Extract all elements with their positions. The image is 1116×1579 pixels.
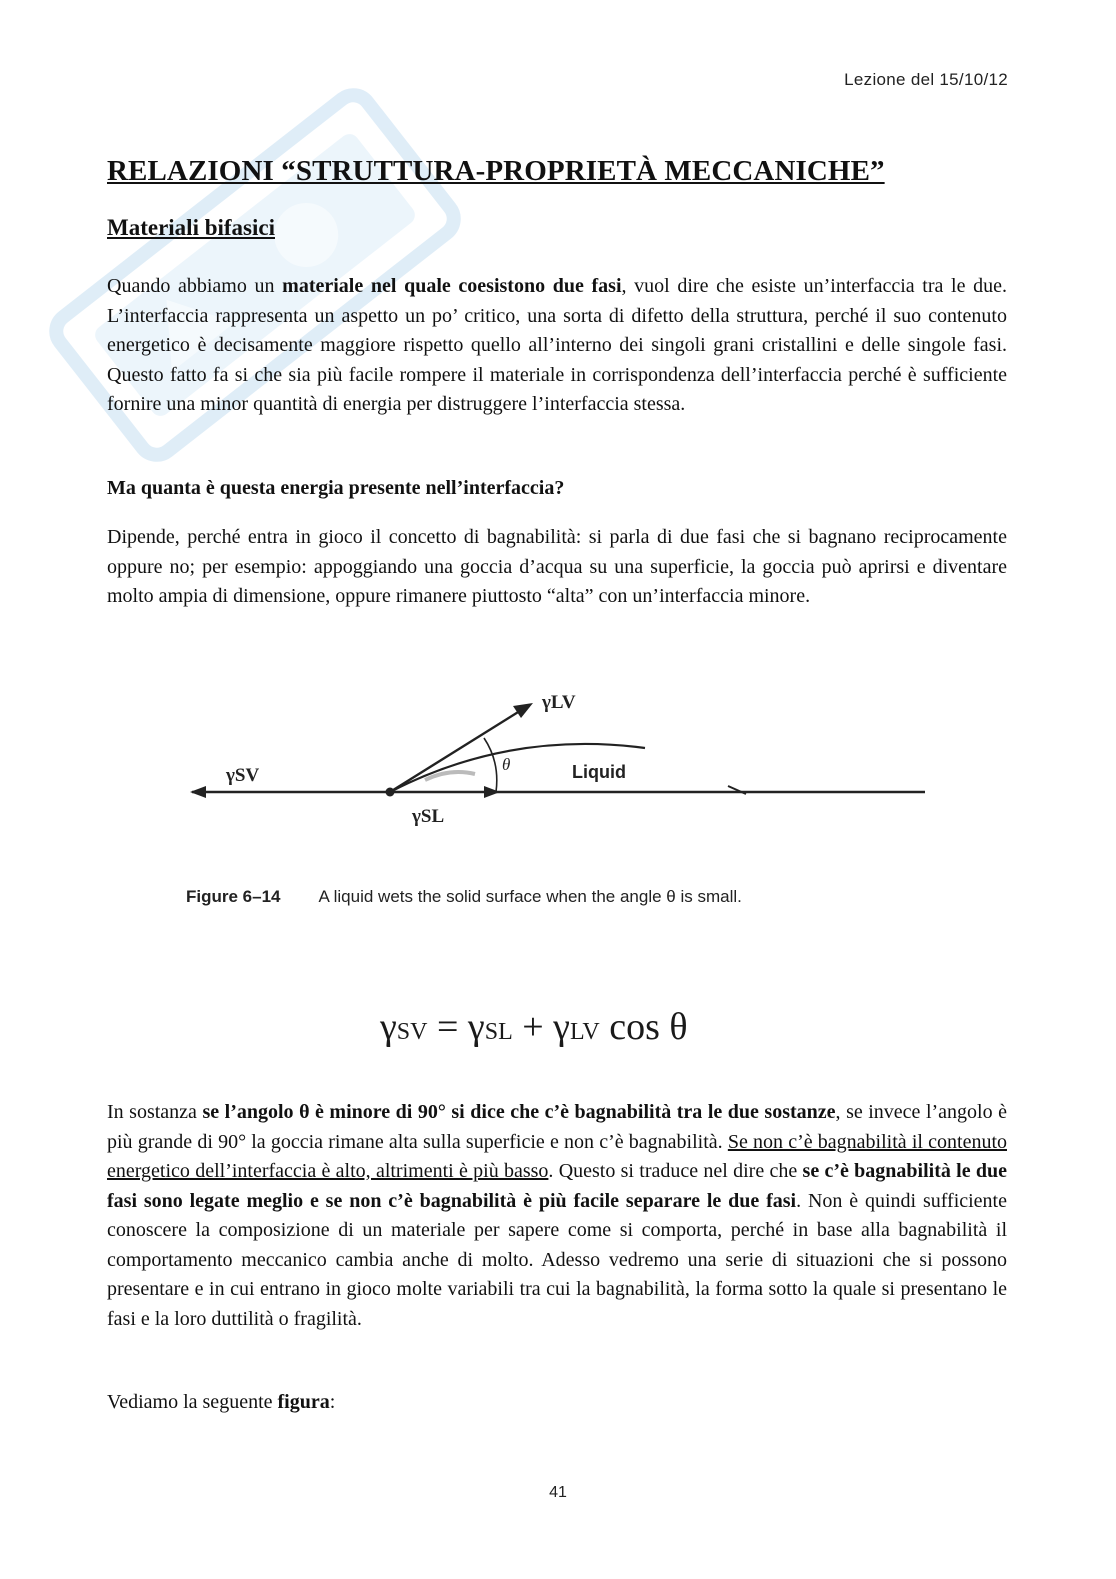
eq-gamma-sl: γ — [467, 1006, 485, 1048]
figure-caption-text: A liquid wets the solid surface when the angle θ is small. — [318, 887, 742, 906]
paragraph-wettability: Dipende, perché entra in gioco il concetto di bagnabilità: si parla di due fasi che si bagnano reciprocamente oppure no; per esempio: appoggiando una goccia d’acqua su una superficie, la goccia può aprirsi e diventare molto ampia di dimensione, oppure rimanere piuttosto “alta” con un’interfaccia minore. — [107, 526, 1007, 607]
bold-run: materiale nel quale coesistono due fasi — [282, 275, 622, 297]
eq-sub-sl: SL — [484, 1019, 513, 1045]
question-heading: Ma quanta è questa energia presente nell’interfaccia? — [107, 477, 565, 499]
eq-sub-lv: LV — [569, 1019, 600, 1045]
figure-caption — [186, 887, 742, 907]
wetting-angle-diagram — [180, 680, 940, 840]
label-liquid: Liquid — [572, 762, 626, 782]
label-gamma-sl: γSL — [412, 806, 445, 827]
text-run: : — [329, 1391, 336, 1413]
eq-sub-sv: SV — [396, 1019, 428, 1045]
text-run: Vediamo la seguente — [107, 1391, 278, 1413]
paragraph-see-figure — [107, 1388, 1007, 1418]
bold-run: se l’angolo θ è minore di 90° si dice che c’è bagnabilità tra le due sostanze — [202, 1101, 836, 1123]
text-run: Quando abbiamo un — [107, 275, 283, 297]
text-run: In sostanza — [107, 1101, 203, 1123]
text-run: . Questo si traduce nel dire che — [548, 1160, 803, 1182]
eq-gamma-lv: γ — [553, 1006, 570, 1048]
text-run: . Non è quindi sufficiente conoscere la composizione di un materiale per sapere come si comporta, perché in base alla bagnabilità il comportamento meccanico cambia anche di molto. Adesso vedremo una serie di situazioni che si possono presentare e in cui entrano in gioco molte variabili tra cui la bagnabilità, la forma sotto la quale si presentano le fasi e la loro duttilità o fragilità. — [107, 1189, 1007, 1330]
theta-arc — [484, 738, 497, 792]
gamma-lv-arrowhead — [513, 703, 533, 718]
young-equation — [380, 1005, 688, 1049]
paragraph-contact-angle — [107, 1098, 1007, 1334]
bold-run: figura — [277, 1391, 330, 1413]
paragraph-interface — [107, 272, 1007, 420]
figure-number: Figure 6–14 — [186, 887, 281, 906]
text-run: , vuol dire che esiste un’interfaccia tra le due. L’interfaccia rappresenta un aspetto un po’ critico, una sorta di difetto della struttura, perché il suo contenuto energetico è decisamente maggiore rispetto quello all’interno dei singoli grani cristallini e delle singole fasi. Questo fatto fa si che sia più facile rompere il materiale in corrispondenza dell’interfaccia perché è sufficiente fornire una minor quantità di energia per distruggere l’interfaccia stessa. — [107, 275, 1008, 415]
label-gamma-sv: γSV — [226, 765, 260, 786]
section-subtitle: Materiali bifasici — [107, 215, 275, 240]
gamma-lv-vector — [390, 709, 523, 792]
bold-run: se c’è bagnabilità le due fasi sono legate meglio e se non c’è bagnabilità è più facile separare le due fasi — [107, 1160, 1007, 1212]
text-run: , se invece l’angolo è più grande di 90° la goccia rimane alta sulla superficie e non c’è bagnabilità. — [107, 1101, 1008, 1153]
eq-equals: = — [427, 1006, 468, 1048]
eq-gamma-sv: γ — [380, 1006, 397, 1048]
label-gamma-lv: γLV — [542, 692, 576, 713]
page-title: RELAZIONI “STRUTTURA-PROPRIETÀ MECCANICHE” — [107, 155, 885, 187]
gamma-sl-arrowhead — [484, 786, 500, 798]
eq-plus: + — [512, 1006, 554, 1048]
gamma-sv-arrowhead — [190, 786, 206, 798]
label-theta: θ — [502, 755, 511, 774]
eq-cos-theta: cos θ — [599, 1006, 688, 1048]
page-number: 41 — [549, 1484, 567, 1501]
underlined-run: Se non c’è bagnabilità il contenuto energetico dell’interfaccia è alto, altrimenti è più basso — [107, 1130, 1007, 1182]
lecture-date: Lezione del 15/10/12 — [844, 70, 1008, 89]
